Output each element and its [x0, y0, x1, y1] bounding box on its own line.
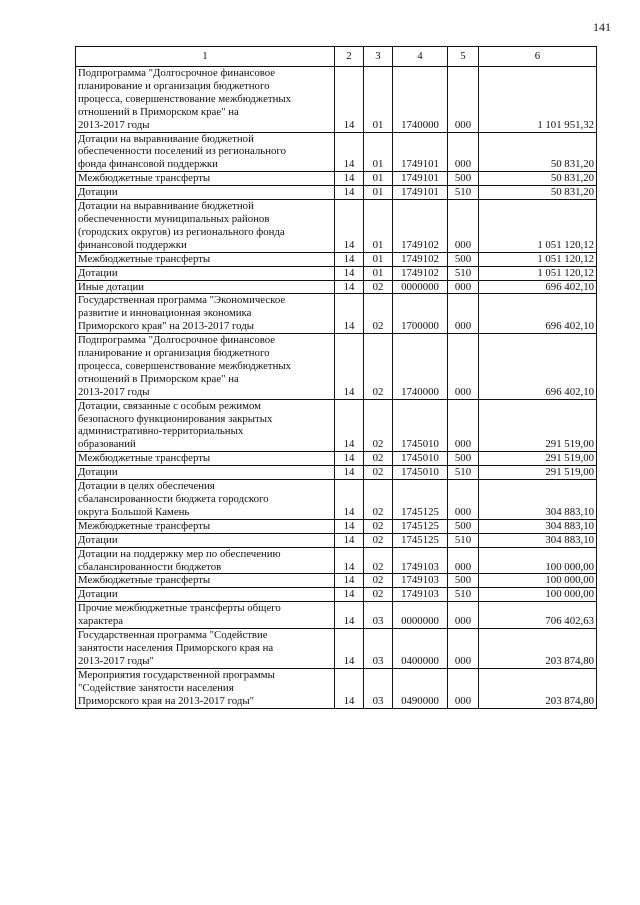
amount-cell: 1 051 120,12	[479, 200, 597, 253]
expense-type-cell: 510	[448, 266, 479, 280]
expense-type-cell: 000	[448, 480, 479, 520]
target-code-cell: 1749103	[393, 574, 448, 588]
table-row	[76, 67, 597, 133]
subsection-cell: 01	[364, 266, 393, 280]
amount-cell: 1 101 951,32	[479, 67, 597, 133]
row-name-cell: Государственная программа "Экономическое развитие и инновационная экономика Приморского края" на 2013-2017 годы	[76, 294, 335, 334]
target-code-cell: 1745010	[393, 452, 448, 466]
row-name-cell: Дотации на выравнивание бюджетной обеспеченности муниципальных районов (городских округов) из регионального фонда финансовой поддержки	[76, 200, 335, 253]
table-row	[76, 172, 597, 186]
column-header-section: 2	[335, 47, 364, 67]
section-cell: 14	[335, 480, 364, 520]
amount-cell: 304 883,10	[479, 533, 597, 547]
column-header-expense-type: 5	[448, 47, 479, 67]
row-name-cell: Прочие межбюджетные трансферты общего характера	[76, 602, 335, 629]
expense-type-cell: 000	[448, 602, 479, 629]
table-row	[76, 629, 597, 669]
table-row	[76, 519, 597, 533]
section-cell: 14	[335, 266, 364, 280]
amount-cell: 304 883,10	[479, 480, 597, 520]
subsection-cell: 02	[364, 480, 393, 520]
table-row	[76, 480, 597, 520]
table-row	[76, 466, 597, 480]
table-row	[76, 294, 597, 334]
section-cell: 14	[335, 547, 364, 574]
subsection-cell: 02	[364, 533, 393, 547]
section-cell: 14	[335, 588, 364, 602]
subsection-cell: 01	[364, 186, 393, 200]
section-cell: 14	[335, 280, 364, 294]
row-name-cell: Дотации на поддержку мер по обеспечению сбалансированности бюджетов	[76, 547, 335, 574]
section-cell: 14	[335, 668, 364, 708]
section-cell: 14	[335, 200, 364, 253]
row-name-cell: Подпрограмма "Долгосрочное финансовое планирование и организация бюджетного процесса, совершенствование межбюджетных отношений в Приморском крае" на 2013-2017 годы	[76, 334, 335, 400]
expense-type-cell: 510	[448, 186, 479, 200]
expense-type-cell: 500	[448, 172, 479, 186]
expense-type-cell: 000	[448, 334, 479, 400]
row-name-cell: Межбюджетные трансферты	[76, 519, 335, 533]
column-header-target-code: 4	[393, 47, 448, 67]
subsection-cell: 02	[364, 519, 393, 533]
subsection-cell: 02	[364, 574, 393, 588]
expense-type-cell: 000	[448, 629, 479, 669]
table-row	[76, 252, 597, 266]
row-name-cell: Межбюджетные трансферты	[76, 252, 335, 266]
target-code-cell: 1700000	[393, 294, 448, 334]
expense-type-cell: 500	[448, 574, 479, 588]
target-code-cell: 0490000	[393, 668, 448, 708]
subsection-cell: 03	[364, 668, 393, 708]
table-row	[76, 280, 597, 294]
row-name-cell: Межбюджетные трансферты	[76, 452, 335, 466]
row-name-cell: Дотации, связанные с особым режимом безопасного функционирования закрытых административно-территориальных образований	[76, 399, 335, 452]
subsection-cell: 02	[364, 466, 393, 480]
table-row	[76, 452, 597, 466]
header-row	[76, 47, 597, 67]
subsection-cell: 03	[364, 602, 393, 629]
target-code-cell: 1745125	[393, 519, 448, 533]
expense-type-cell: 000	[448, 280, 479, 294]
amount-cell: 100 000,00	[479, 574, 597, 588]
expense-type-cell: 500	[448, 452, 479, 466]
subsection-cell: 02	[364, 280, 393, 294]
table-row	[76, 533, 597, 547]
target-code-cell: 1749102	[393, 266, 448, 280]
section-cell: 14	[335, 334, 364, 400]
section-cell: 14	[335, 466, 364, 480]
row-name-cell: Дотации	[76, 466, 335, 480]
target-code-cell: 1749103	[393, 547, 448, 574]
subsection-cell: 01	[364, 172, 393, 186]
table-row	[76, 588, 597, 602]
target-code-cell: 0000000	[393, 280, 448, 294]
section-cell: 14	[335, 602, 364, 629]
amount-cell: 100 000,00	[479, 547, 597, 574]
row-name-cell: Дотации	[76, 588, 335, 602]
amount-cell: 50 831,20	[479, 186, 597, 200]
amount-cell: 1 051 120,12	[479, 266, 597, 280]
section-cell: 14	[335, 186, 364, 200]
table-row	[76, 399, 597, 452]
table-row	[76, 602, 597, 629]
row-name-cell: Подпрограмма "Долгосрочное финансовое планирование и организация бюджетного процесса, совершенствование межбюджетных отношений в Приморском крае" на 2013-2017 годы	[76, 67, 335, 133]
table-row	[76, 334, 597, 400]
target-code-cell: 1745125	[393, 533, 448, 547]
subsection-cell: 02	[364, 452, 393, 466]
target-code-cell: 1749101	[393, 172, 448, 186]
section-cell: 14	[335, 629, 364, 669]
amount-cell: 696 402,10	[479, 280, 597, 294]
expense-type-cell: 500	[448, 519, 479, 533]
subsection-cell: 02	[364, 294, 393, 334]
target-code-cell: 1745125	[393, 480, 448, 520]
amount-cell: 696 402,10	[479, 334, 597, 400]
section-cell: 14	[335, 294, 364, 334]
table-row	[76, 668, 597, 708]
amount-cell: 696 402,10	[479, 294, 597, 334]
table-row	[76, 574, 597, 588]
target-code-cell: 1745010	[393, 466, 448, 480]
section-cell: 14	[335, 172, 364, 186]
subsection-cell: 01	[364, 132, 393, 172]
amount-cell: 1 051 120,12	[479, 252, 597, 266]
table-row	[76, 186, 597, 200]
section-cell: 14	[335, 519, 364, 533]
row-name-cell: Дотации	[76, 533, 335, 547]
amount-cell: 291 519,00	[479, 399, 597, 452]
amount-cell: 304 883,10	[479, 519, 597, 533]
target-code-cell: 1749101	[393, 186, 448, 200]
row-name-cell: Иные дотации	[76, 280, 335, 294]
page-number: 141	[593, 20, 611, 34]
expense-type-cell: 500	[448, 252, 479, 266]
budget-table	[75, 46, 597, 709]
subsection-cell: 02	[364, 399, 393, 452]
expense-type-cell: 000	[448, 668, 479, 708]
table-row	[76, 200, 597, 253]
target-code-cell: 1749102	[393, 200, 448, 253]
row-name-cell: Дотации на выравнивание бюджетной обеспеченности поселений из регионального фонда финансовой поддержки	[76, 132, 335, 172]
amount-cell: 100 000,00	[479, 588, 597, 602]
section-cell: 14	[335, 574, 364, 588]
expense-type-cell: 000	[448, 547, 479, 574]
row-name-cell: Межбюджетные трансферты	[76, 574, 335, 588]
column-header-subsection: 3	[364, 47, 393, 67]
subsection-cell: 02	[364, 588, 393, 602]
target-code-cell: 0000000	[393, 602, 448, 629]
expense-type-cell: 510	[448, 533, 479, 547]
table-body	[76, 67, 597, 709]
row-name-cell: Межбюджетные трансферты	[76, 172, 335, 186]
table-row	[76, 266, 597, 280]
expense-type-cell: 510	[448, 588, 479, 602]
target-code-cell: 1749101	[393, 132, 448, 172]
section-cell: 14	[335, 67, 364, 133]
table-row	[76, 547, 597, 574]
amount-cell: 50 831,20	[479, 172, 597, 186]
row-name-cell: Мероприятия государственной программы "Содействие занятости населения Приморского края на 2013-2017 годы"	[76, 668, 335, 708]
section-cell: 14	[335, 533, 364, 547]
subsection-cell: 01	[364, 252, 393, 266]
expense-type-cell: 000	[448, 399, 479, 452]
amount-cell: 291 519,00	[479, 452, 597, 466]
subsection-cell: 01	[364, 200, 393, 253]
subsection-cell: 03	[364, 629, 393, 669]
table-row	[76, 132, 597, 172]
amount-cell: 203 874,80	[479, 668, 597, 708]
row-name-cell: Дотации	[76, 186, 335, 200]
target-code-cell: 1749102	[393, 252, 448, 266]
column-header-name: 1	[76, 47, 335, 67]
section-cell: 14	[335, 399, 364, 452]
target-code-cell: 1740000	[393, 67, 448, 133]
target-code-cell: 1745010	[393, 399, 448, 452]
amount-cell: 706 402,63	[479, 602, 597, 629]
section-cell: 14	[335, 252, 364, 266]
amount-cell: 50 831,20	[479, 132, 597, 172]
expense-type-cell: 000	[448, 67, 479, 133]
target-code-cell: 0400000	[393, 629, 448, 669]
row-name-cell: Государственная программа "Содействие занятости населения Приморского края на 2013-2017 годы"	[76, 629, 335, 669]
target-code-cell: 1749103	[393, 588, 448, 602]
subsection-cell: 01	[364, 67, 393, 133]
amount-cell: 291 519,00	[479, 466, 597, 480]
section-cell: 14	[335, 452, 364, 466]
target-code-cell: 1740000	[393, 334, 448, 400]
expense-type-cell: 000	[448, 294, 479, 334]
subsection-cell: 02	[364, 547, 393, 574]
section-cell: 14	[335, 132, 364, 172]
expense-type-cell: 000	[448, 132, 479, 172]
subsection-cell: 02	[364, 334, 393, 400]
expense-type-cell: 000	[448, 200, 479, 253]
row-name-cell: Дотации	[76, 266, 335, 280]
row-name-cell: Дотации в целях обеспечения сбалансированности бюджета городского округа Большой Камень	[76, 480, 335, 520]
amount-cell: 203 874,80	[479, 629, 597, 669]
expense-type-cell: 510	[448, 466, 479, 480]
column-header-amount: 6	[479, 47, 597, 67]
